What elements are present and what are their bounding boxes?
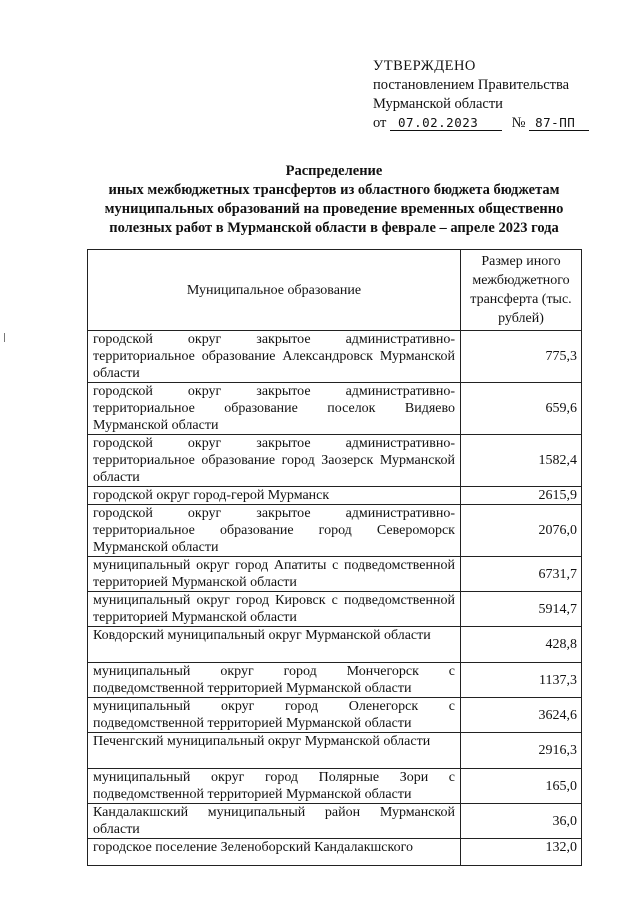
document-title xyxy=(86,162,582,238)
transfer-amount: 775,3 xyxy=(461,331,582,383)
transfer-amount: 2916,3 xyxy=(461,733,582,769)
approval-number: 87-ПП xyxy=(529,115,589,131)
municipality-name: городской округ город-герой Мурманск xyxy=(88,487,461,505)
title-line-3: муниципальных образований на проведение временных общественно xyxy=(104,201,564,217)
transfer-amount: 659,6 xyxy=(461,383,582,435)
distribution-table xyxy=(87,249,582,866)
table-row xyxy=(88,804,582,839)
table-row xyxy=(88,435,582,487)
municipality-name: муниципальный округ город Полярные Зори с подведомственной территорией Мурманской области xyxy=(88,769,461,804)
municipality-name: муниципальный округ город Апатиты с подведомственной территорией Мурманской области xyxy=(88,557,461,592)
table-row xyxy=(88,769,582,804)
table-row xyxy=(88,383,582,435)
date-prefix: от xyxy=(373,115,387,131)
municipality-name: городское поселение Зеленоборский Кандалакшского xyxy=(88,839,461,866)
transfer-amount: 132,0 xyxy=(461,839,582,866)
table-row xyxy=(88,733,582,769)
transfer-amount: 165,0 xyxy=(461,769,582,804)
municipality-name: Ковдорский муниципальный округ Мурманской области xyxy=(88,627,461,663)
municipality-name: муниципальный округ город Оленегорск с подведомственной территорией Мурманской области xyxy=(88,698,461,733)
header-municipality: Муниципальное образование xyxy=(88,250,461,331)
table-row xyxy=(88,505,582,557)
municipality-name: Кандалакшский муниципальный район Мурманской области xyxy=(88,804,461,839)
table-row xyxy=(88,557,582,592)
table-row xyxy=(88,487,582,505)
municipality-name: Печенгский муниципальный округ Мурманской области xyxy=(88,733,461,769)
approval-date-line xyxy=(373,114,589,133)
header-amount: Размер иного межбюджетного трансферта (тыс. рублей) xyxy=(461,250,582,331)
approval-stamp xyxy=(373,57,589,133)
table-row xyxy=(88,627,582,663)
municipality-name: муниципальный округ город Мончегорск с подведомственной территорией Мурманской области xyxy=(88,663,461,698)
transfer-amount: 2076,0 xyxy=(461,505,582,557)
transfer-amount: 1582,4 xyxy=(461,435,582,487)
transfer-amount: 6731,7 xyxy=(461,557,582,592)
approval-line-2: постановлением Правительства xyxy=(373,77,570,93)
approval-heading: УТВЕРЖДЕНО xyxy=(373,58,476,74)
municipality-name: городской округ закрытое административно-территориальное образование Александровск Мурманской области xyxy=(88,331,461,383)
municipality-name: муниципальный округ город Кировск с подведомственной территорией Мурманской области xyxy=(88,592,461,627)
approval-date: 07.02.2023 xyxy=(390,115,502,131)
table-row xyxy=(88,698,582,733)
transfer-amount: 428,8 xyxy=(461,627,582,663)
table-row xyxy=(88,592,582,627)
transfer-amount: 2615,9 xyxy=(461,487,582,505)
approval-line-3: Мурманской области xyxy=(373,96,503,112)
transfer-amount: 3624,6 xyxy=(461,698,582,733)
municipality-name: городской округ закрытое административно-территориальное образование поселок Видяево Мурманской области xyxy=(88,383,461,435)
transfer-amount: 1137,3 xyxy=(461,663,582,698)
table-row xyxy=(88,331,582,383)
transfer-amount: 5914,7 xyxy=(461,592,582,627)
title-line-2: иных межбюджетных трансфертов из областного бюджета бюджетам xyxy=(108,182,560,198)
number-prefix: № xyxy=(511,115,526,131)
transfer-amount: 36,0 xyxy=(461,804,582,839)
table-row xyxy=(88,663,582,698)
table-row xyxy=(88,839,582,866)
municipality-name: городской округ закрытое административно-территориальное образование город Североморск Мурманской области xyxy=(88,505,461,557)
table-header-row xyxy=(88,250,582,331)
municipality-name: городской округ закрытое административно-территориальное образование город Заозерск Мурманской области xyxy=(88,435,461,487)
title-line-4: полезных работ в Мурманской области в феврале – апреле 2023 года xyxy=(109,220,559,236)
margin-mark xyxy=(4,333,5,342)
title-line-1: Распределение xyxy=(285,163,383,179)
